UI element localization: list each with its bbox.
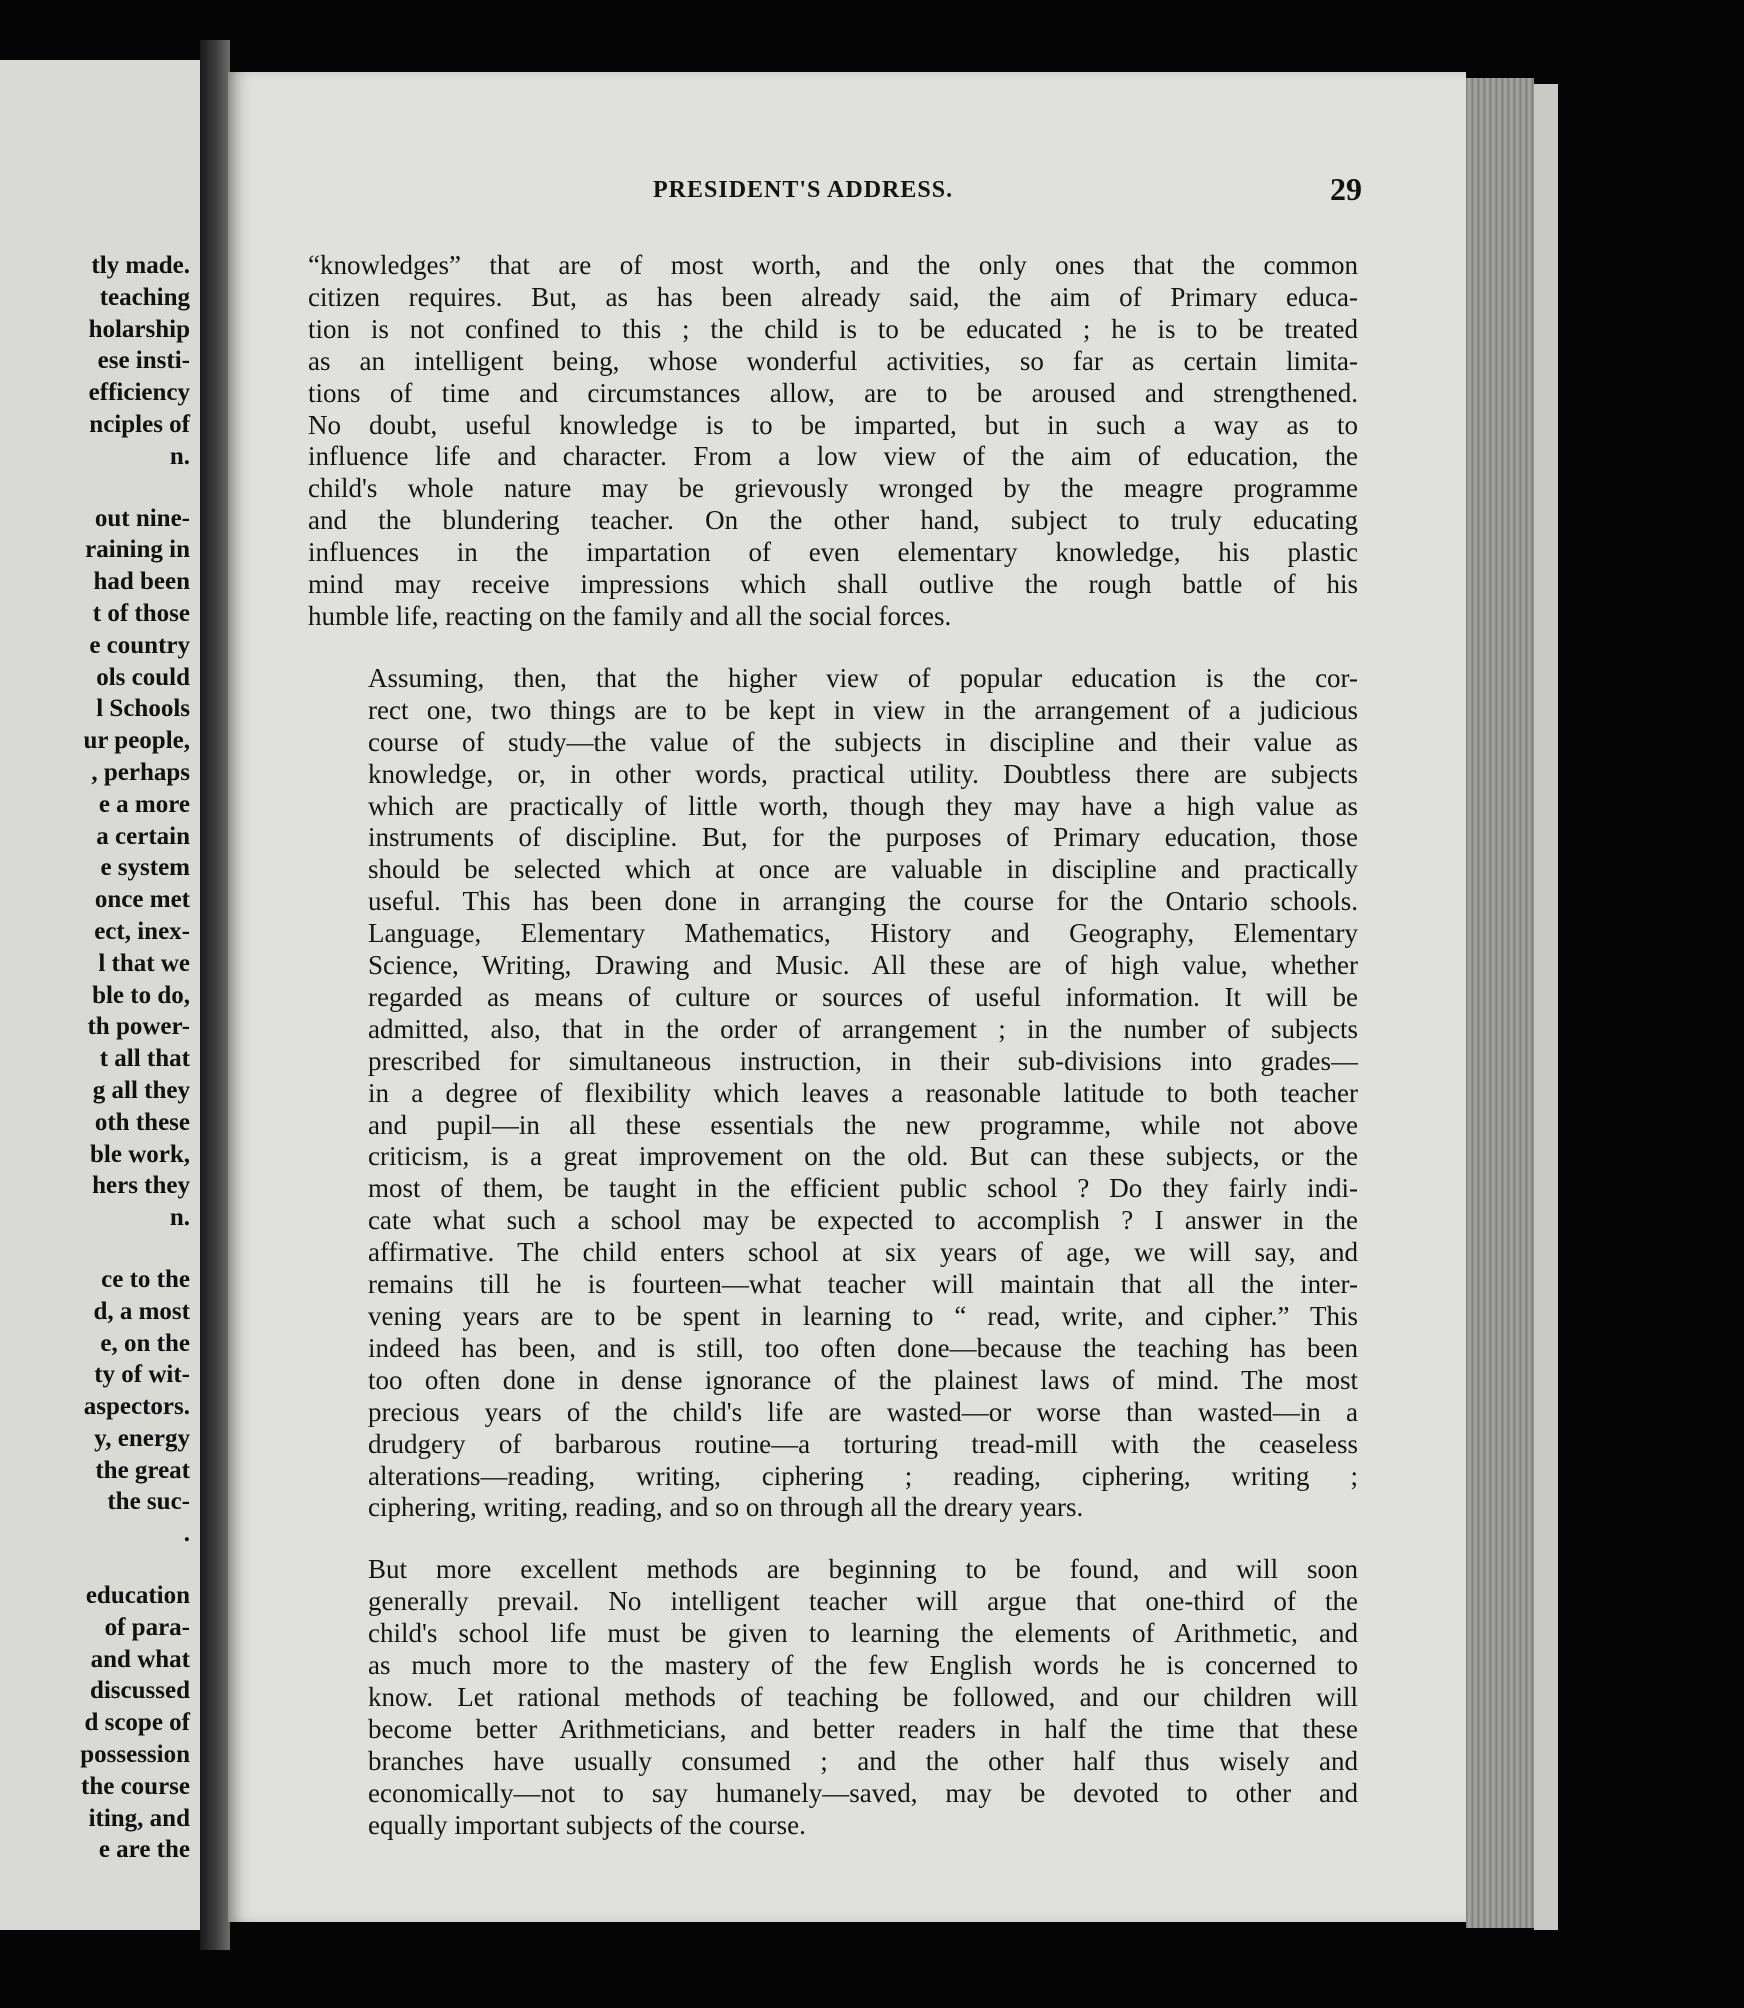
left-page-line: the great xyxy=(95,1456,190,1484)
left-page-line: ble work, xyxy=(90,1140,190,1168)
left-page-line: raining in xyxy=(85,536,190,564)
text-line: indeed has been, and is still, too often done—because the teaching has been xyxy=(368,1332,1358,1363)
text-line: as an intelligent being, whose wonderful activities, so far as certain limita- xyxy=(308,345,1358,376)
left-page-line: oth these xyxy=(94,1108,190,1136)
left-page-line: n. xyxy=(169,442,190,470)
left-page-line: the suc- xyxy=(107,1488,190,1516)
text-line: influence life and character. From a low view of the aim of education, the xyxy=(308,441,1358,472)
text-line: alterations—reading, writing, ciphering ; reading, ciphering, writing ; xyxy=(368,1460,1358,1491)
left-page-line: possession xyxy=(80,1741,190,1769)
left-page-line: . xyxy=(183,1520,190,1548)
left-page-line: ce to the xyxy=(101,1265,190,1293)
running-title: PRESIDENT'S ADDRESS. xyxy=(653,177,954,203)
left-page-line: tly made. xyxy=(91,252,190,279)
paragraph-2 xyxy=(308,663,1358,1524)
left-page-line: hers they xyxy=(92,1172,190,1200)
left-page-line: efficiency xyxy=(88,379,190,407)
left-page-line: a certain xyxy=(96,822,190,850)
left-page-line: once met xyxy=(94,886,190,914)
text-line: mind may receive impressions which shall outlive the rough battle of his xyxy=(308,569,1358,600)
left-page-line: e a more xyxy=(98,790,190,818)
text-line: knowledge, or, in other words, practical utility. Doubtless there are subjects xyxy=(368,758,1358,789)
text-line: influences in the impartation of even elementary knowledge, his plastic xyxy=(308,537,1358,568)
text-line: admitted, also, that in the order of arrangement ; in the number of subjects xyxy=(368,1013,1358,1044)
text-line: citizen requires. But, as has been already said, the aim of Primary educa- xyxy=(308,281,1358,312)
text-line: generally prevail. No intelligent teacher will argue that one-third of the xyxy=(368,1586,1358,1617)
text-line: precious years of the child's life are wasted—or worse than wasted—in a xyxy=(368,1396,1358,1427)
text-line: and pupil—in all these essentials the new programme, while not above xyxy=(368,1109,1358,1140)
text-line: No doubt, useful knowledge is to be imparted, but in such a way as to xyxy=(308,409,1358,440)
left-page-line: l that we xyxy=(98,949,190,977)
text-line: Language, Elementary Mathematics, History and Geography, Elementary xyxy=(368,918,1358,949)
text-line: too often done in dense ignorance of the plainest laws of mind. The most xyxy=(368,1364,1358,1395)
page-edge-outer xyxy=(1534,84,1558,1930)
text-line: become better Arithmeticians, and better readers in half the time that these xyxy=(368,1713,1358,1744)
text-line: which are practically of little worth, though they may have a high value as xyxy=(368,790,1358,821)
paragraph-1 xyxy=(308,250,1358,633)
left-page-line: holarship xyxy=(88,315,190,343)
left-page-line: iting, and xyxy=(88,1804,190,1832)
left-page-line: g all they xyxy=(92,1076,190,1104)
text-line: remains till he is fourteen—what teacher will maintain that all the inter- xyxy=(368,1269,1358,1300)
text-line: Assuming, then, that the higher view of popular education is the cor- xyxy=(368,662,1358,693)
text-line: Science, Writing, Drawing and Music. All these are of high value, whether xyxy=(368,950,1358,981)
text-line: ciphering, writing, reading, and so on through all the dreary years. xyxy=(368,1492,1084,1523)
text-line: branches have usually consumed ; and the other half thus wisely and xyxy=(368,1745,1358,1776)
paragraph-gap xyxy=(80,1550,190,1580)
left-page-line: d, a most xyxy=(93,1297,190,1325)
text-line: “knowledges” that are of most worth, and the only ones that the common xyxy=(308,250,1358,280)
left-page-line: d scope of xyxy=(84,1709,190,1737)
paragraph-3 xyxy=(308,1554,1358,1841)
text-line: as much more to the mastery of the few English words he is concerned to xyxy=(368,1650,1358,1681)
left-page-line: ty of wit- xyxy=(94,1361,190,1389)
left-page-line: teaching xyxy=(99,283,190,311)
text-line: criticism, is a great improvement on the old. But can these subjects, or the xyxy=(368,1141,1358,1172)
text-line: drudgery of barbarous routine—a torturing tread-mill with the ceaseless xyxy=(368,1428,1358,1459)
left-page-line: e country xyxy=(89,631,190,659)
text-line: regarded as means of culture or sources of useful information. It will be xyxy=(368,981,1358,1012)
text-line: equally important subjects of the course. xyxy=(368,1809,806,1840)
left-page-line: out nine- xyxy=(94,504,190,532)
left-page-line: ols could xyxy=(96,663,190,691)
text-line: in a degree of flexibility which leaves a reasonable latitude to both teacher xyxy=(368,1077,1358,1108)
left-page xyxy=(0,60,200,1930)
text-line: prescribed for simultaneous instruction, in their sub-divisions into grades— xyxy=(368,1045,1358,1076)
running-head xyxy=(228,171,1466,217)
left-page-line: y, energy xyxy=(94,1424,190,1452)
left-page-line: nciples of xyxy=(89,410,190,438)
left-page-text xyxy=(80,250,190,1866)
left-page-line: the course xyxy=(81,1772,190,1800)
text-line: tion is not confined to this ; the child is to be educated ; he is to be treated xyxy=(308,313,1358,344)
left-page-line: ur people, xyxy=(83,727,190,755)
text-line: tions of time and circumstances allow, are to be aroused and strengthened. xyxy=(308,377,1358,408)
left-page-line: and what xyxy=(90,1645,190,1673)
page-edge-stack xyxy=(1466,78,1534,1928)
left-page-line: t of those xyxy=(92,599,190,627)
text-line: course of study—the value of the subjects in discipline and their value as xyxy=(368,726,1358,757)
text-line: instruments of discipline. But, for the purposes of Primary education, those xyxy=(368,822,1358,853)
left-page-line: education xyxy=(85,1582,190,1610)
text-line: know. Let rational methods of teaching be followed, and our children will xyxy=(368,1681,1358,1712)
text-line: economically—not to say humanely—saved, may be devoted to other and xyxy=(368,1777,1358,1808)
paragraph-gap xyxy=(80,1234,190,1264)
left-page-line: n. xyxy=(169,1204,190,1232)
text-line: vening years are to be spent in learning to “ read, write, and cipher.” This xyxy=(368,1301,1358,1331)
left-page-line: l Schools xyxy=(96,695,190,723)
text-line: rect one, two things are to be kept in view in the arrangement of a judicious xyxy=(368,694,1358,725)
text-line: child's whole nature may be grievously wronged by the meagre programme xyxy=(308,473,1358,504)
left-page-line: t all that xyxy=(99,1045,190,1073)
text-line: most of them, be taught in the efficient public school ? Do they fairly indi- xyxy=(368,1173,1358,1204)
text-line: child's school life must be given to learning the elements of Arithmetic, and xyxy=(368,1618,1358,1649)
left-page-line: e system xyxy=(100,854,190,882)
left-page-line: ect, inex- xyxy=(94,917,190,945)
left-page-line: had been xyxy=(93,568,190,596)
page-number: 29 xyxy=(1330,171,1362,207)
left-page-line: e, on the xyxy=(100,1329,190,1357)
left-page-line: th power- xyxy=(87,1013,190,1041)
text-line: should be selected which at once are valuable in discipline and practically xyxy=(368,854,1358,885)
left-page-line: ble to do, xyxy=(92,981,190,1009)
left-page-line: , perhaps xyxy=(91,758,190,786)
text-line: affirmative. The child enters school at six years of age, we will say, and xyxy=(368,1237,1358,1268)
left-page-line: e are the xyxy=(98,1836,190,1864)
left-page-line: ese insti- xyxy=(97,347,190,375)
left-page-line: of para- xyxy=(104,1613,190,1641)
text-line: But more excellent methods are beginning to be found, and will soon xyxy=(368,1554,1358,1585)
body-text xyxy=(308,250,1358,1842)
text-line: useful. This has been done in arranging the course for the Ontario schools. xyxy=(368,886,1358,917)
text-line: and the blundering teacher. On the other hand, subject to truly educating xyxy=(308,505,1358,536)
paragraph-gap xyxy=(80,473,190,503)
text-line: humble life, reacting on the family and all the social forces. xyxy=(308,600,952,631)
text-line: cate what such a school may be expected to accomplish ? I answer in the xyxy=(368,1205,1358,1236)
book-gutter xyxy=(200,40,230,1950)
main-page xyxy=(228,72,1466,1922)
left-page-line: discussed xyxy=(89,1677,190,1705)
left-page-line: aspectors. xyxy=(83,1393,190,1421)
